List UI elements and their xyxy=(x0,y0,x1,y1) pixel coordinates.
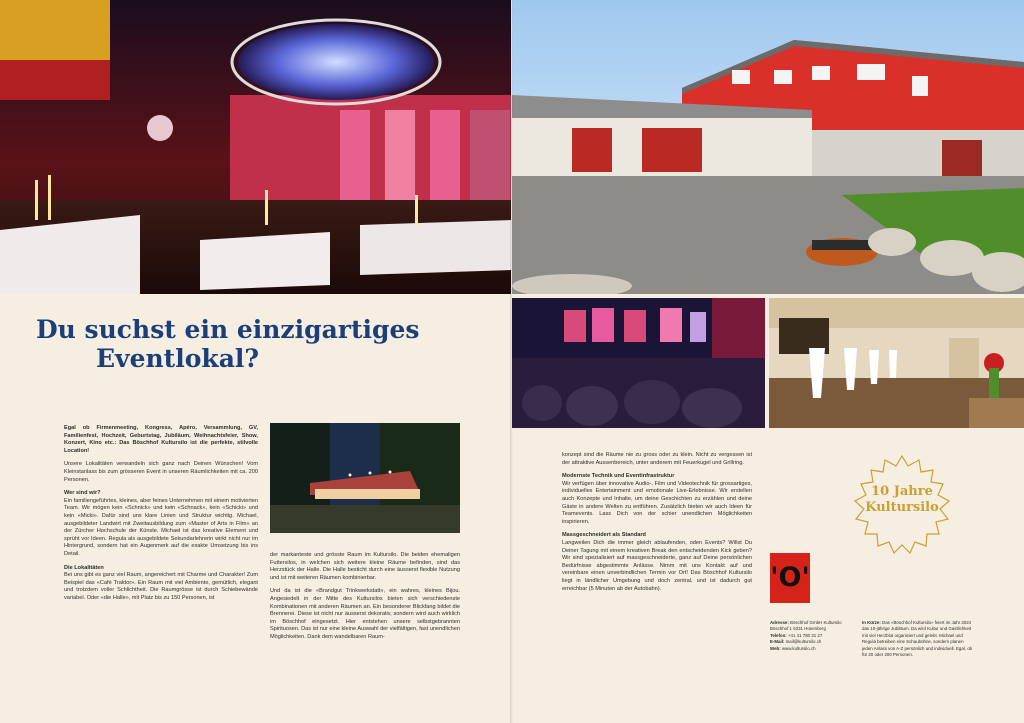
headline xyxy=(36,316,496,374)
web-label: Web: xyxy=(770,645,781,651)
body-paragraph: konzept sind die Räume nie zu gross oder zu klein. Nicht zu vergessen ist der attraktive Aussenbereich, unter anderem mit Feuerkugel und Grillring. xyxy=(562,452,752,466)
outdoor-evening-photo xyxy=(270,423,460,533)
text-column-3 xyxy=(562,452,752,599)
web-link[interactable]: www.kultursilo.ch xyxy=(781,645,816,651)
headline-line-2: Eventlokal? xyxy=(96,343,260,373)
body-paragraph: der markanteste und grösste Raum im Kultursilo. Die beiden ehemaligen Futtersilos, in welchen sich weitere kleine Räume befinden, sind das Herzstück der Halle. Die Halle besticht durch eine äusserst flexible Nutzung und ist mit weiteren Räumen kombinierbar. xyxy=(270,552,460,581)
body-paragraph: Bei uns gibt es ganz viel Raum, angereichert mit Charme und Charakter! Zum Beispiel das «Café Traktor». Ein Raum mit viel Ambiente, gemütlich, elegant und trotzdem voller Schlichtheit. Die Raumgrösse ist durch Schiebewände variabel. Oder «die Halle», mit Platz bis zu 150 Personen, ist xyxy=(64,572,258,601)
concert-photo xyxy=(512,298,765,428)
summary-box xyxy=(862,620,974,658)
page-gutter xyxy=(510,0,513,723)
email-label: E-Mail: xyxy=(770,639,785,645)
stamp-line-1: 10 Jahre xyxy=(871,484,933,499)
text-column-1 xyxy=(64,425,258,608)
summary-label: In Kürze: xyxy=(862,620,881,625)
subheading-massgeschneidert: Massgeschneidert als Standard xyxy=(562,532,646,539)
subheading-lokalitaeten: Die Lokalitäten xyxy=(64,564,104,571)
contact-box xyxy=(770,620,844,652)
subheading-wer-sind-wir: Wer sind wir? xyxy=(64,490,101,497)
subheading-technik: Modernste Technik und Eventinfrastruktur xyxy=(562,473,675,480)
anniversary-stamp xyxy=(850,484,954,516)
interior-room-photo xyxy=(769,298,1024,428)
summary-text: Das «Böschhof Kultursilo» feiert im Jahr 2024 das 10-jährige Jubiläum. Da wird Kultur und Gastlichkeit mit viel Herzblut organisiert und gelebt. Michael und Regula betreiben eine Schaubühne, sondern planen jeden Anlass von A-Z persönlich und individuell. Egal, ob für 20 oder 200 Personen. xyxy=(862,620,973,658)
body-paragraph: Unsere Lokalitäten verwandeln sich ganz nach Deinen Wünschen! Vom Kleinstanlass bis zum grösseren Event in unseren Räumlichkeiten mit ca. 200 Personen. xyxy=(64,461,258,483)
kultursilo-logo: 'O' xyxy=(770,553,810,603)
phone-value[interactable]: +41 41 780 31 27 xyxy=(787,632,823,638)
stamp-line-2: Kultursilo xyxy=(865,500,939,515)
body-paragraph: Und da ist die «Brandgut Trinkwerkstatt», ein wahres, kleines Bijou. Angesiedelt in der Mitte des Kultursilos bieten sich verschiedenste Kombinationen mit anderen Räumen an. Ein besonderer Blickfang bildet die Brennerei. Diese ist nicht nur äusserst dekorativ, sondern wird auch wirklich im Böschhof eingesetzt. Hier entstehen unsere selbstgebrannten Spirituosen. Das ist nur eine kleine Auswahl der vielfältigen, fast unendlichen Möglichkeiten. Dank dem wandelbaren Raum- xyxy=(270,588,460,640)
intro-paragraph: Egal ob Firmenmeeting, Kongress, Apéro, Versammlung, GV, Familienfest, Hochzeit, Geburtstag, Jubiläum, Weihnachtsfeier, Show, Konzert, Kino etc.: Das Böschhof Kultursilo ist die perfekte, stilvolle Location! xyxy=(64,425,258,454)
body-paragraph: Wir verfügen über innovative Audio-, Film und Videotechnik für grossartiges, individuelles Entertainment und emotionale Live-Erlebnisse. Wir erstellen auch Konzepte und Inhalte, um deine Geschichten zu erzählen und deine Gäste in andere Welten zu entführen. Zusätzlich bieten wir auch Ideen für Teamevents. Lass Dich von der schier unendlichen Möglichkeiten inspirieren. xyxy=(562,480,752,525)
body-paragraph: Langweilen Dich die immer gleich ablaufenden, oden Events? Willst Du Deiner Tagung mit einem kreativen Break den entscheidenden Kick geben? Wir sind spezialisiert auf massgeschneiderte, ganz auf Deine persönlichen Bedürfnisse abgestimmte Anlässe. Nimm mit uns Kontakt auf und vereinbare einen unverbindlichen Termin vor Ort! Das Böschhof Kultursilo liegt in ländlicher Umgebung und doch zentral, und ist dadurch gut erreichbar (5 Minuten ab der Autobahn). xyxy=(562,539,752,592)
event-hall-photo xyxy=(0,0,511,294)
phone-label: Telefon: xyxy=(770,632,787,638)
address-label: Adresse: xyxy=(770,620,789,625)
body-paragraph: Ein familiengeführtes, kleines, aber feines Unternehmen mit einem motivierten Team. Wir mögen kein «Schnick» und kein «Schnack», kein «Schicki» und kein «Micki». Dafür sind uns klare Linien und Struktur wichtig. Michael, ausgebildeter Landwirt mit Zweitausbildung zum «Master of Arts in Film» an der Zürcher Hochschule der Künste. Michael ist das kreative Element und sprüht vor Ideen. Regula als ausgebildete Sekundarlehrerin wirkt nicht nur im Hintergrund, sondern hat ein Augenmerk auf die exakte Umsetzung bis ins Detail. xyxy=(64,497,258,557)
email-link[interactable]: mail@kultursilo.ch xyxy=(785,639,822,645)
text-column-2 xyxy=(270,552,460,648)
headline-line-1: Du suchst ein einzigartiges xyxy=(36,315,420,344)
address-value: Böschhof GmbH Kultursilo Böschhof 1 6331 Hünenberg xyxy=(770,620,842,632)
building-exterior-photo xyxy=(512,0,1024,294)
